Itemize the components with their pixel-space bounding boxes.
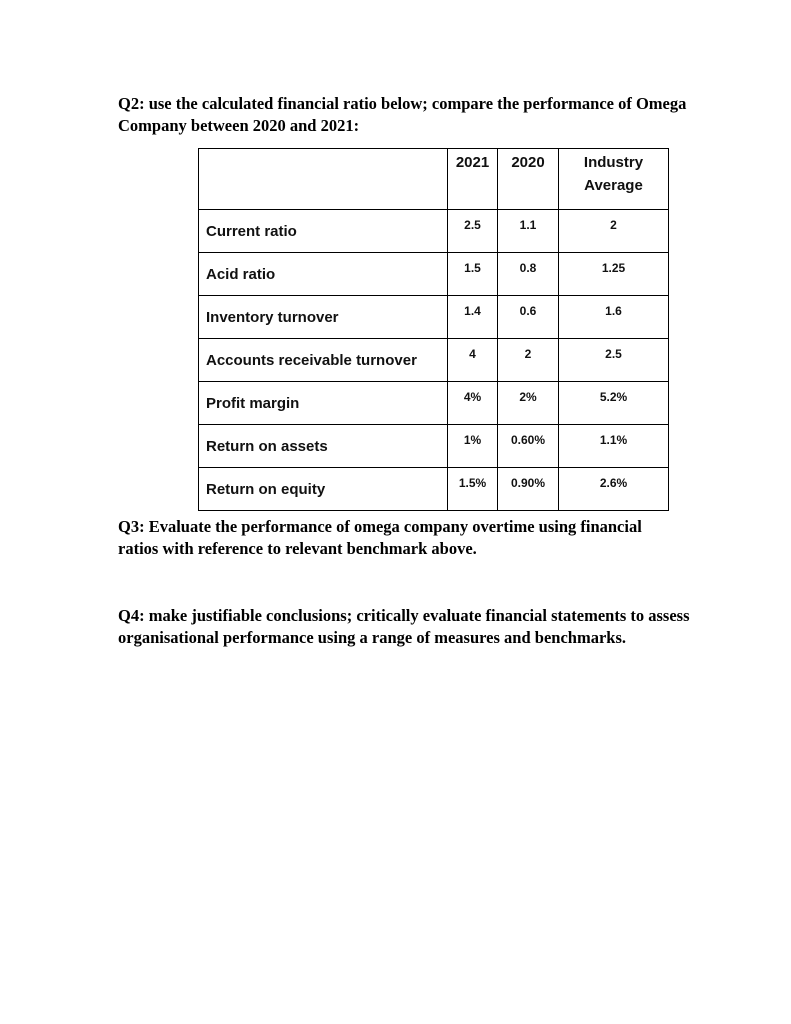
value-2020: 2 <box>498 339 559 382</box>
row-label: Return on equity <box>199 468 448 511</box>
table-row <box>199 468 669 511</box>
row-label: Accounts receivable turnover <box>199 339 448 382</box>
value-industry: 5.2% <box>559 382 669 425</box>
table-row <box>199 339 669 382</box>
question-2: Q2: use the calculated financial ratio below; compare the performance of Omega Company between 2020 and 2021: <box>118 94 687 135</box>
header-empty-cell <box>199 149 448 210</box>
value-2021: 1.5% <box>448 468 498 511</box>
row-label: Current ratio <box>199 210 448 253</box>
value-2020: 2% <box>498 382 559 425</box>
table-row <box>199 296 669 339</box>
value-industry: 1.25 <box>559 253 669 296</box>
value-2020: 0.6 <box>498 296 559 339</box>
table-row <box>199 210 669 253</box>
value-2020: 0.60% <box>498 425 559 468</box>
row-label: Acid ratio <box>199 253 448 296</box>
value-2021: 4% <box>448 382 498 425</box>
table-header-row <box>199 149 669 210</box>
table-row <box>199 253 669 296</box>
question-4: Q4: make justifiable conclusions; critically evaluate financial statements to assess organisational performance using a range of measures and benchmarks. <box>118 606 690 647</box>
header-industry-average: Industry Average <box>559 149 669 210</box>
question-3: Q3: Evaluate the performance of omega company overtime using financial ratios with reference to relevant benchmark above. <box>118 517 642 558</box>
value-2020: 0.90% <box>498 468 559 511</box>
value-2021: 1.5 <box>448 253 498 296</box>
table-row <box>199 382 669 425</box>
value-2020: 0.8 <box>498 253 559 296</box>
value-industry: 2.5 <box>559 339 669 382</box>
value-industry: 1.6 <box>559 296 669 339</box>
value-industry: 1.1% <box>559 425 669 468</box>
row-label: Return on assets <box>199 425 448 468</box>
value-2020: 1.1 <box>498 210 559 253</box>
value-industry: 2 <box>559 210 669 253</box>
row-label: Profit margin <box>199 382 448 425</box>
table-row <box>199 425 669 468</box>
value-2021: 2.5 <box>448 210 498 253</box>
financial-ratio-table <box>198 148 669 511</box>
value-2021: 1% <box>448 425 498 468</box>
header-2021: 2021 <box>448 149 498 210</box>
value-industry: 2.6% <box>559 468 669 511</box>
value-2021: 4 <box>448 339 498 382</box>
value-2021: 1.4 <box>448 296 498 339</box>
row-label: Inventory turnover <box>199 296 448 339</box>
header-2020: 2020 <box>498 149 559 210</box>
